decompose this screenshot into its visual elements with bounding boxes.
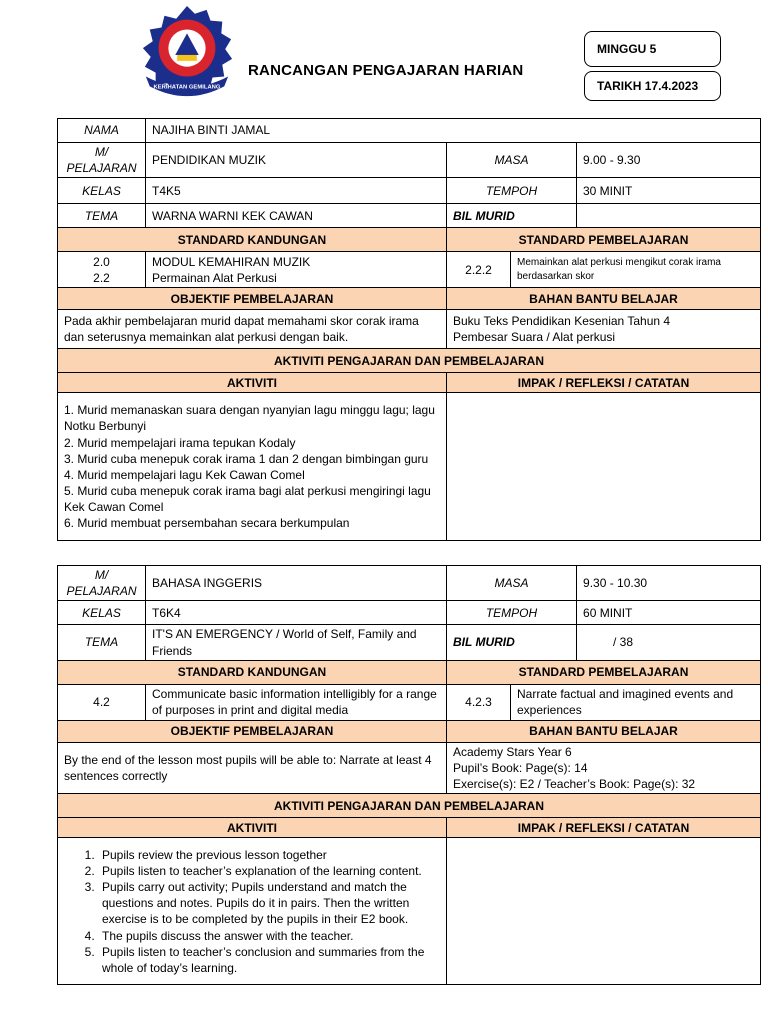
impak-cell [447,838,761,985]
objective-text: Pada akhir pembelajaran murid dapat memahami skor corak irama dan seterusnya memainkan alat perkusi dengan baik. [58,310,447,349]
aktiviti-main-header: AKTIVITI PENGAJARAN DAN PEMBELAJARAN [58,794,761,818]
bil-murid-value [577,204,761,228]
kelas-label: KELAS [58,178,146,204]
objektif-header: OBJEKTIF PEMBELAJARAN [58,288,447,310]
sk-texts [146,252,447,288]
list-item: 4. The pupils discuss the answer with the teacher. [98,928,440,944]
sk-text: Permainan Alat Perkusi [152,270,277,285]
tema-label: TEMA [58,204,146,228]
objective-text: By the end of the lesson most pupils will be able to: Narrate at least 4 sentences correctly [58,742,447,794]
lesson-1-table [57,118,761,541]
date-label: TARIKH 17.4.2023 [597,79,699,93]
activity-list [58,838,447,985]
svg-text:KERIHATAN GEMILANG: KERIHATAN GEMILANG [153,84,221,91]
tempoh-value: 60 MINIT [577,601,761,625]
subject-value: BAHASA INGGERIS [146,566,447,601]
subject-value: PENDIDIKAN MUZIK [146,143,447,178]
sk-text: Communicate basic information intelligibly for a range of purposes in print and digital media [146,684,447,720]
tema-label: TEMA [58,625,146,660]
tema-value: IT'S AN EMERGENCY / World of Self, Family and Friends [146,625,447,660]
standard-kandungan-header: STANDARD KANDUNGAN [58,660,447,684]
bahan-list [447,742,761,794]
page-title: RANCANGAN PENGAJARAN HARIAN [248,62,524,79]
aktiviti-main-header: AKTIVITI PENGAJARAN DAN PEMBELAJARAN [58,349,761,373]
subject-label: M/ PELAJARAN [58,566,146,601]
list-item: 3. Pupils carry out activity; Pupils understand and match the questions and notes. Pupils do it in pairs. Then the written exercise is to be completed by the pupils in their E2 book. [98,879,440,928]
bahan-header: BAHAN BANTU BELAJAR [447,288,761,310]
bil-murid-value: / 38 [577,625,761,660]
week-label: MINGGU 5 [597,42,657,56]
sk-code: 2.0 [93,254,110,269]
masa-label: MASA [447,143,577,178]
bil-murid-label: BIL MURID [447,625,577,660]
sp-code: 2.2.2 [447,252,511,288]
nama-label: NAMA [58,119,146,143]
kelas-value: T6K4 [146,601,447,625]
aktiviti-header: AKTIVITI [58,373,447,393]
bahan-header: BAHAN BANTU BELAJAR [447,720,761,742]
bahan-item: Buku Teks Pendidikan Kesenian Tahun 4 [453,314,671,329]
masa-label: MASA [447,566,577,601]
impak-cell [447,393,761,541]
aktiviti-header: AKTIVITI [58,818,447,838]
date-box [584,71,721,101]
bil-murid-label: BIL MURID [447,204,577,228]
masa-value: 9.00 - 9.30 [577,143,761,178]
list-item: 3. Murid cuba menepuk corak irama 1 dan 2 dengan bimbingan guru [64,451,429,466]
objektif-header: OBJEKTIF PEMBELAJARAN [58,720,447,742]
list-item: 2. Murid mempelajari irama tepukan Kodaly [64,435,296,450]
bahan-item: Exercise(s): E2 / Teacher’s Book: Page(s): 32 [453,777,696,792]
sp-text: Narrate factual and imagined events and experiences [511,684,761,720]
tempoh-value: 30 MINIT [577,178,761,204]
activity-list [58,393,447,541]
tema-value: WARNA WARNI KEK CAWAN [146,204,447,228]
list-item: 5. Pupils listen to teacher’s conclusion and summaries from the whole of today’s learning. [98,944,440,976]
kelas-label: KELAS [58,601,146,625]
tempoh-label: TEMPOH [447,178,577,204]
kelas-value: T4K5 [146,178,447,204]
standard-kandungan-header: STANDARD KANDUNGAN [58,228,447,252]
subject-label: M/ PELAJARAN [58,143,146,178]
bahan-item: Pembesar Suara / Alat perkusi [453,330,616,345]
bahan-item: Pupil’s Book: Page(s): 14 [453,760,588,775]
sk-codes [58,252,146,288]
list-item: 2. Pupils listen to teacher’s explanation of the learning content. [98,863,440,879]
school-logo [138,4,236,102]
sp-text: Memainkan alat perkusi mengikut corak irama berdasarkan skor [511,252,761,288]
list-item: 6. Murid membuat persembahan secara berkumpulan [64,516,350,531]
tempoh-label: TEMPOH [447,601,577,625]
lesson-2-table [57,565,761,985]
sk-text: MODUL KEMAHIRAN MUZIK [152,254,311,269]
list-item: 5. Murid cuba menepuk corak irama bagi alat perkusi mengiringi lagu Kek Cawan Comel [64,484,431,515]
week-box [584,31,721,67]
sk-code: 4.2 [58,684,146,720]
list-item: 1. Murid memanaskan suara dengan nyanyian lagu minggu lagu; lagu Notku Berbunyi [64,403,435,434]
standard-pembelajaran-header: STANDARD PEMBELAJARAN [447,660,761,684]
sp-code: 4.2.3 [447,684,511,720]
bahan-item: Academy Stars Year 6 [453,744,572,759]
masa-value: 9.30 - 10.30 [577,566,761,601]
standard-pembelajaran-header: STANDARD PEMBELAJARAN [447,228,761,252]
list-item: 4. Murid mempelajari lagu Kek Cawan Comel [64,467,305,482]
impak-header: IMPAK / REFLEKSI / CATATAN [447,818,761,838]
list-item: 1. Pupils review the previous lesson together [98,847,440,863]
bahan-list [447,310,761,349]
sk-code: 2.2 [93,270,110,285]
teacher-name: NAJIHA BINTI JAMAL [146,119,761,143]
impak-header: IMPAK / REFLEKSI / CATATAN [447,373,761,393]
